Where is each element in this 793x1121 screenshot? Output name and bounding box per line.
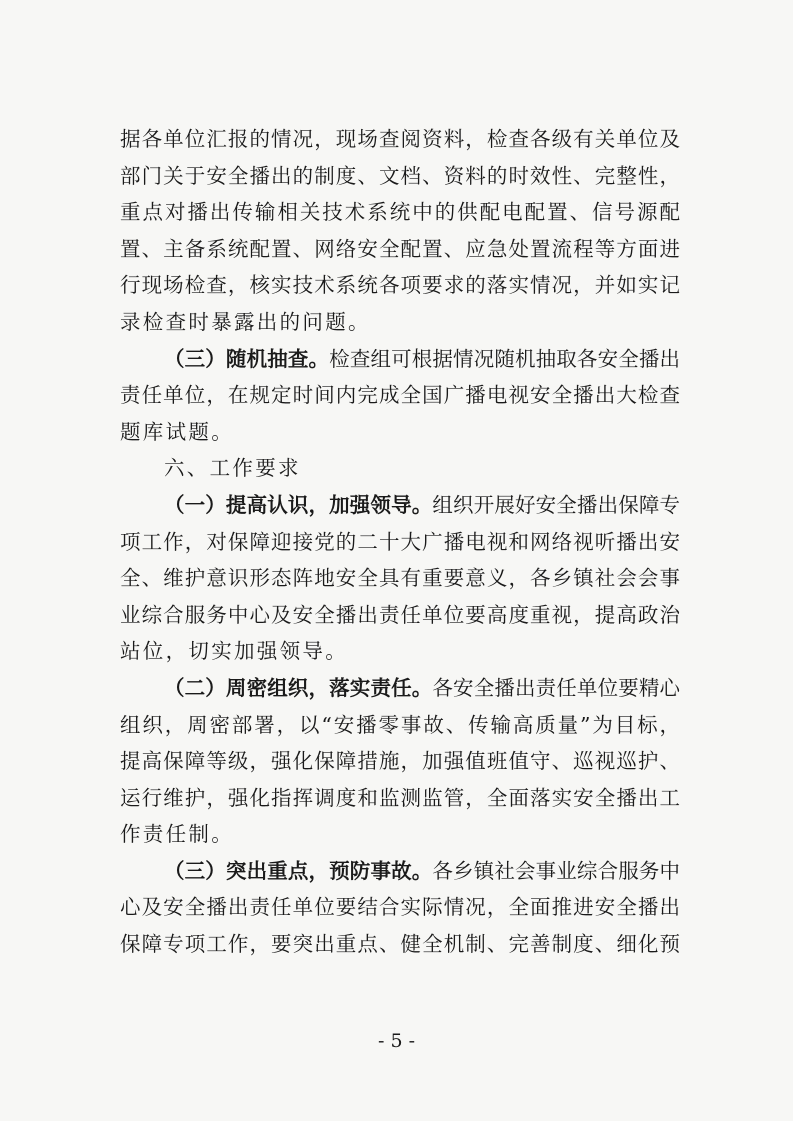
section-lead: （二）周密组织，落实责任。 xyxy=(164,675,433,700)
text-line: （二）周密组织，落实责任。各安全播出责任单位要精心 xyxy=(164,675,681,700)
section-lead: （一）提高认识，加强领导。 xyxy=(164,492,433,517)
text-line: 行现场检查，核实技术系统各项要求的落实情况，并如实记 xyxy=(120,273,682,298)
text-line: 置、主备系统配置、网络安全配置、应急处置流程等方面进 xyxy=(120,236,682,261)
section-heading: 六、工作要求 xyxy=(164,456,301,481)
body-text xyxy=(120,121,680,963)
text-line: 录检查时暴露出的问题。 xyxy=(120,309,371,334)
section-lead: （三）随机抽查。 xyxy=(164,346,330,371)
text-line: 提高保障等级，强化保障措施，加强值班值守、巡视巡护、 xyxy=(120,749,682,774)
text-line: 重点对播出传输相关技术系统中的供配电配置、信号源配 xyxy=(120,200,682,225)
text-line: 据各单位汇报的情况，现场查阅资料，检查各级有关单位及 xyxy=(120,127,682,151)
text-line: 心及安全播出责任单位要结合实际情况，全面推进安全播出 xyxy=(120,895,682,920)
text-line: （一）提高认识，加强领导。组织开展好安全播出保障专 xyxy=(164,492,681,517)
text-line: 作责任制。 xyxy=(120,822,234,847)
text-line: 部门关于安全播出的制度、文档、资料的时效性、完整性， xyxy=(120,163,682,188)
text-line: 项工作，对保障迎接党的二十大广播电视和网络视听播出安 xyxy=(120,529,682,554)
section-lead: （三）突出重点，预防事故。 xyxy=(164,858,433,883)
text-line: （三）突出重点，预防事故。各乡镇社会事业综合服务中 xyxy=(164,858,681,883)
page-number: - 5 - xyxy=(377,1030,415,1052)
text-line: 题库试题。 xyxy=(120,419,234,444)
text-line: 组织，周密部署，以“安播零事故、传输高质量”为目标， xyxy=(120,712,682,737)
text-line: 全、维护意识形态阵地安全具有重要意义，各乡镇社会会事 xyxy=(120,566,682,591)
text-line: 业综合服务中心及安全播出责任单位要高度重视，提高政治 xyxy=(120,602,682,627)
text-line: 保障专项工作，要突出重点、健全机制、完善制度、细化预 xyxy=(120,932,682,957)
text-line: （三）随机抽查。检查组可根据情况随机抽取各安全播出 xyxy=(164,346,681,371)
text-line: 责任单位，在规定时间内完成全国广播电视安全播出大检查 xyxy=(120,383,682,408)
text-line: 运行维护，强化指挥调度和监测监管，全面落实安全播出工 xyxy=(120,785,682,810)
text-line: 站位，切实加强领导。 xyxy=(120,639,348,664)
